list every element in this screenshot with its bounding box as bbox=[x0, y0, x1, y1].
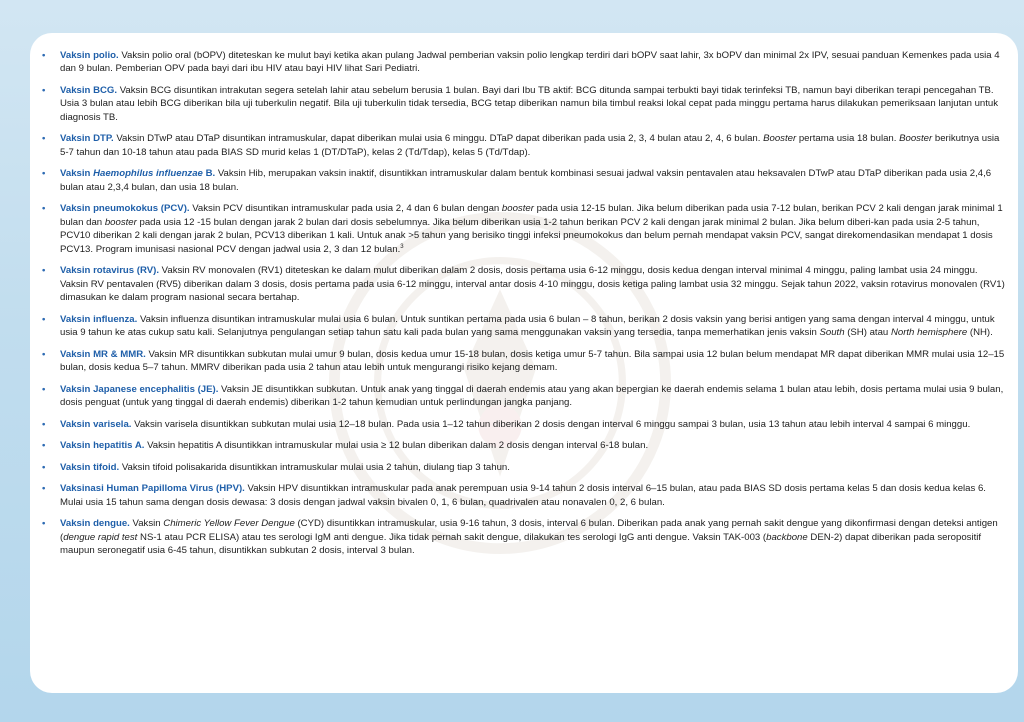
item-title: B. bbox=[202, 168, 216, 180]
item-text: Vaksin PCV disuntikan intramuskular pada usia 2, 4 dan 6 bulan dengan bbox=[189, 203, 502, 215]
item-title: Vaksin MR & MMR. bbox=[60, 348, 146, 360]
item-text: Vaksin hepatitis A disuntikkan intramuskular mulai usia ≥ 12 bulan diberikan dalam 2 dosis dengan interval 6-18 bulan. bbox=[144, 440, 649, 452]
item-text: (CYD) disuntikkan intramuskular, usia 9-16 tahun, 3 dosis, interval 6 bulan. Diberikan pada anak yang pernah sakit dengue yang dikonfirmasi dengan deteksi antigen ( bbox=[60, 518, 998, 543]
item-title: Vaksin pneumokokus (PCV). bbox=[60, 203, 190, 215]
vaksin-dtp-item bbox=[42, 132, 1008, 159]
item-text: (NH). bbox=[967, 327, 993, 339]
item-text-italic: South bbox=[819, 327, 845, 339]
item-title: Vaksin tifoid. bbox=[60, 461, 120, 473]
item-text: Vaksin bbox=[129, 518, 164, 530]
item-text: pada usia 12 -15 bulan dengan jarak 2 bulan dari dosis sebelumnya. Jika belum diberikan usia 1-2 tahun berikan PCV 2 kali dengan jarak minimal 2 bulan. Jika belum diberi-kan pada usia 2-5 tahun, PCV10 diberikan 2 kali dengan jarak 2 bulan, PCV13 diberikan 1 kali. Untuk anak >5 tahun yang berisiko tinggi infeksi pneumokokus dan belum pernah mendapat vaksin PCV, sangat direkomendasikan mendapat 1 dosis PCV13. Program imunisasi nasional PCV dengan jadwal usia 2, 3 dan 12 bulan. bbox=[60, 216, 993, 255]
item-text-italic: backbone bbox=[766, 531, 808, 543]
vaksin-tifoid-item bbox=[42, 461, 1008, 474]
item-text-italic: North hemisphere bbox=[890, 327, 968, 339]
item-text: Vaksin HPV disuntikkan intramuskular pada anak perempuan usia 9-14 tahun 2 dosis interval 6–15 bulan, atau pada BIAS SD dosis pertama kelas 5 dan dosis kedua kelas 6. Mulai usia 15 tahun sama dengan dosis dewasa: 3 dosis dengan jadwal vaksin bivalen 0, 1, 6 bulan, quadrivalen atau nonavalen 0, 2, 6 bulan. bbox=[60, 483, 986, 508]
item-text: pertama usia 18 bulan. bbox=[796, 133, 900, 145]
item-text-italic: booster bbox=[104, 216, 137, 228]
vaksin-rotavirus-item bbox=[42, 264, 1008, 304]
item-text: (SH) atau bbox=[844, 327, 891, 339]
item-text: Vaksin tifoid polisakarida disuntikkan intramuskular mulai usia 2 tahun, diulang tiap 3 tahun. bbox=[119, 461, 510, 473]
item-text: Vaksin DTwP atau DTaP disuntikan intramuskular, dapat diberikan mulai usia 6 minggu. DTaP dapat diberikan pada usia 2, 3, 4 bulan atau 2, 4, 6 bulan. bbox=[113, 133, 764, 145]
item-title: Vaksin hepatitis A. bbox=[60, 440, 145, 452]
item-title: Vaksin polio. bbox=[60, 50, 119, 61]
bullet-icon: • bbox=[42, 440, 46, 452]
bullet-icon: • bbox=[42, 50, 46, 61]
item-text: berikutnya usia 5-7 tahun dan 10-18 tahun atau pada BIAS SD murid kelas 1 (DT/DTaP), kelas 2 (Td/Tdap), kelas 5 (Td/Tdap). bbox=[60, 133, 1000, 158]
bullet-icon: • bbox=[42, 265, 46, 277]
bullet-icon: • bbox=[42, 383, 46, 395]
item-title: Vaksin bbox=[60, 168, 94, 180]
bullet-icon: • bbox=[42, 348, 46, 360]
vaksin-hpv-item bbox=[42, 482, 1008, 509]
item-text: DEN-2) dapat diberikan pada seropositif maupun seronegatif usia 6-45 tahun, disuntikkan subkutan 2 dosis, interval 3 bulan. bbox=[60, 531, 982, 557]
bullet-icon: • bbox=[42, 483, 46, 495]
item-text: NS-1 atau PCR ELISA) atau tes serologi IgM anti dengue. Jika tidak pernah sakit dengue, dilakukan tes serologi IgG anti dengue. Vaksin TAK-003 ( bbox=[137, 531, 767, 543]
bullet-icon: • bbox=[42, 85, 46, 96]
vaksin-bcg-item bbox=[42, 84, 1008, 124]
reference-mark: 3 bbox=[400, 243, 404, 250]
vaksin-hib-item bbox=[42, 167, 1008, 194]
item-title: Vaksin varisela. bbox=[60, 418, 132, 430]
bullet-icon: • bbox=[42, 461, 46, 473]
item-text: Vaksin BCG disuntikan intrakutan segera setelah lahir atau sebelum berusia 1 bulan. Bayi dari Ibu TB aktif: BCG ditunda sampai terbukti bayi tidak terinfeksi TB, namun bayi diberikan terapi pencegahan TB. Usia 3 bulan atau lebih BCG diberikan bila uji tuberkulin negatif. Bila uji tuberkulin tidak tersedia, BCG tetap diberikan namun bila timbul reaksi lokal cepat pada minggu pertama harus dilakukan pemeriksaan lanjutan untuk diagnosis TB. bbox=[60, 85, 999, 123]
item-text: Vaksin JE disuntikkan subkutan. Untuk anak yang tinggal di daerah endemis atau yang akan bepergian ke daerah endemis selama 1 bulan atau lebih, dosis pertama mulai usia 9 bulan, dosis penguat (untuk yang tinggal di daerah endemis) diberikan 1-2 tahun kemudian untuk perlindungan jangka panjang. bbox=[60, 383, 1004, 409]
vaksin-polio-item bbox=[42, 49, 1008, 76]
vaccine-list bbox=[30, 33, 1018, 558]
item-title: Vaksin influenza. bbox=[60, 313, 138, 325]
vaksin-je-item bbox=[42, 383, 1008, 410]
vaksin-hepatitis-a-item bbox=[42, 439, 1008, 452]
item-text-italic: booster bbox=[501, 203, 534, 215]
item-text-italic: dengue rapid test bbox=[63, 531, 138, 543]
item-title: Vaksinasi Human Papilloma Virus (HPV). bbox=[60, 483, 245, 495]
bullet-icon: • bbox=[42, 518, 46, 530]
item-text: Vaksin RV monovalen (RV1) diteteskan ke dalam mulut diberikan dalam 2 dosis, dosis pertama usia 6-12 minggu, dosis kedua dengan interval minimal 4 minggu, paling lambat usia 24 minggu. Vaksin RV pentavalen (RV5) diberikan dalam 3 dosis, dosis pertama pada usia 6-12 minggu, interval antar dosis 4-10 minggu, dosis ketiga paling lambat usia 32 minggu. Sejak tahun 2022, vaksin rotavirus monovalen (RV1) dimasukan ke dalam program nasional secara bertahap. bbox=[60, 265, 1005, 304]
item-title: Vaksin BCG. bbox=[60, 85, 118, 96]
item-text-italic: Booster bbox=[899, 133, 933, 145]
item-text: Vaksin Hib, merupakan vaksin inaktif, disuntikkan intramuskular dalam bentuk kombinasi sesuai jadwal vaksin pentavalen atau heksavalen DTwP atau DTaP diberikan pada usia 2,4,6 bulan atau 2,3,4 bulan, dan usia 18 bulan. bbox=[60, 168, 992, 193]
bullet-icon: • bbox=[42, 418, 46, 430]
item-title: Vaksin dengue. bbox=[60, 518, 130, 530]
item-title: Vaksin rotavirus (RV). bbox=[60, 265, 159, 277]
bullet-icon: • bbox=[42, 168, 46, 180]
item-text-italic: Booster bbox=[763, 133, 797, 145]
item-text: Vaksin varisela disuntikkan subkutan mulai usia 12–18 bulan. Pada usia 1–12 tahun diberikan 2 dosis dengan interval 6 minggu sampai 3 bulan, usia 13 tahun atau lebih interval 4 sampai 6 minggu. bbox=[131, 418, 971, 430]
vaksin-varisela-item bbox=[42, 418, 1008, 431]
item-text: Vaksin polio oral (bOPV) diteteskan ke mulut bayi ketika akan pulang Jadwal pemberian vaksin polio lengkap terdiri dari bOPV saat lahir, 3x bOPV dan minimal 2x IPV, sesuai panduan Kemenkes pada usia 4 dan 9 bulan. Pemberian OPV pada bayi dari ibu HIV atau bayi HIV lihat Sari Pediatri. bbox=[60, 50, 1000, 75]
vaksin-pcv-item bbox=[42, 202, 1008, 256]
vaksin-dengue-item bbox=[42, 517, 1008, 557]
item-text: Vaksin influenza disuntikan intramuskular mulai usia 6 bulan. Untuk suntikan pertama pada usia 6 bulan – 8 tahun, berikan 2 dosis vaksin yang berisi antigen yang sama dengan interval 4 minggu, untuk usia 9 tahun ke atas cukup satu kali. Selanjutnya pengulangan setiap tahun satu kali pada bulan yang sama menggunakan vaksin yang tersedia, tanpa memerhatikan jenis vaksin bbox=[60, 313, 995, 339]
item-text: Vaksin MR disuntikkan subkutan mulai umur 9 bulan, dosis kedua umur 15-18 bulan, dosis ketiga umur 5-7 tahun. Bila sampai usia 12 bulan belum mendapat MR dapat diberikan MMR mulai usia 12–15 bulan, dosis kedua 5–7 tahun. MMRV diberikan pada usia 2 tahun atau lebih untuk mengurangi risiko kejang demam. bbox=[60, 348, 1005, 374]
item-title: Vaksin Japanese encephalitis (JE). bbox=[60, 383, 219, 395]
bullet-icon: • bbox=[42, 203, 46, 215]
item-title: Haemophilus influenzae bbox=[93, 168, 203, 180]
bullet-icon: • bbox=[42, 133, 46, 145]
bullet-icon: • bbox=[42, 313, 46, 325]
content-card bbox=[30, 33, 1018, 693]
item-title: Vaksin DTP. bbox=[60, 133, 114, 145]
item-text-italic: Chimeric Yellow Fever Dengue bbox=[163, 518, 295, 530]
item-text: pada usia 12-15 bulan. Jika belum diberikan pada usia 7-12 bulan, berikan PCV 2 kali dengan jarak minimal 1 bulan dan bbox=[60, 203, 1003, 228]
vaksin-mr-mmr-item bbox=[42, 348, 1008, 375]
vaksin-influenza-item bbox=[42, 313, 1008, 340]
